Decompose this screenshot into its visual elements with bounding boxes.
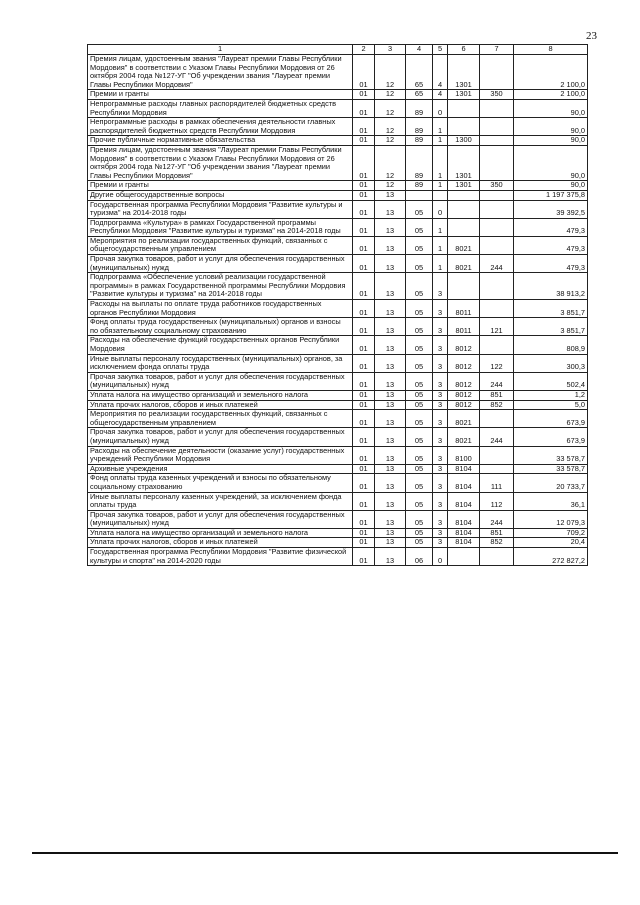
row-amount: 90,0 [514, 181, 588, 191]
code-direction: 1301 [448, 55, 480, 90]
table-row [88, 200, 588, 218]
code-program: 89 [406, 118, 433, 136]
code-section: 01 [353, 528, 375, 538]
code-subprogram: 3 [433, 300, 448, 318]
row-name: Иные выплаты персоналу государственных (муниципальных) органов, за исключением фонда оплаты труда [88, 354, 353, 372]
code-expense-type [480, 218, 514, 236]
code-subprogram: 3 [433, 390, 448, 400]
code-subprogram: 1 [433, 218, 448, 236]
code-expense-type: 111 [480, 474, 514, 492]
code-direction: 8012 [448, 400, 480, 410]
column-header: 3 [375, 45, 406, 55]
code-section: 01 [353, 255, 375, 273]
code-expense-type [480, 410, 514, 428]
code-section: 01 [353, 410, 375, 428]
code-section: 01 [353, 236, 375, 254]
code-subsection: 13 [375, 190, 406, 200]
row-name: Непрограммные расходы главных распорядителей бюджетных средств Республики Мордовия [88, 99, 353, 117]
column-header: 5 [433, 45, 448, 55]
row-name: Уплата налога на имущество организаций и земельного налога [88, 528, 353, 538]
table-row [88, 510, 588, 528]
table-row [88, 372, 588, 390]
code-expense-type: 121 [480, 318, 514, 336]
row-name: Мероприятия по реализации государственных функций, связанных с общегосударственным управлением [88, 410, 353, 428]
code-direction [448, 190, 480, 200]
row-amount: 1 197 375,8 [514, 190, 588, 200]
code-section: 01 [353, 464, 375, 474]
table-row [88, 218, 588, 236]
code-subsection: 13 [375, 300, 406, 318]
code-subsection: 13 [375, 410, 406, 428]
code-subsection: 12 [375, 55, 406, 90]
code-section: 01 [353, 300, 375, 318]
table-row [88, 300, 588, 318]
code-program: 89 [406, 145, 433, 180]
code-subprogram: 3 [433, 318, 448, 336]
row-name: Прочая закупка товаров, работ и услуг для обеспечения государственных (муниципальных) нужд [88, 428, 353, 446]
code-subprogram: 0 [433, 200, 448, 218]
row-amount: 90,0 [514, 99, 588, 117]
table-row [88, 90, 588, 100]
code-expense-type: 112 [480, 492, 514, 510]
code-direction: 8011 [448, 318, 480, 336]
code-program: 05 [406, 273, 433, 300]
table-row [88, 410, 588, 428]
table-row [88, 145, 588, 180]
code-expense-type: 244 [480, 372, 514, 390]
code-direction: 1301 [448, 181, 480, 191]
row-name: Подпрограмма «Культура» в рамках Государственной программы Республики Мордовия "Развитие культуры и туризма" на 2014-2018 годы [88, 218, 353, 236]
row-amount: 479,3 [514, 236, 588, 254]
code-program: 05 [406, 464, 433, 474]
row-amount: 33 578,7 [514, 446, 588, 464]
code-direction: 8012 [448, 390, 480, 400]
table-row [88, 474, 588, 492]
code-direction: 8104 [448, 538, 480, 548]
code-subsection: 13 [375, 218, 406, 236]
code-subprogram: 1 [433, 181, 448, 191]
bottom-rule [32, 852, 618, 854]
code-expense-type [480, 145, 514, 180]
code-subsection: 13 [375, 492, 406, 510]
code-subprogram: 3 [433, 464, 448, 474]
table-row [88, 318, 588, 336]
code-direction: 1301 [448, 145, 480, 180]
code-subsection: 13 [375, 464, 406, 474]
code-expense-type [480, 55, 514, 90]
code-section: 01 [353, 181, 375, 191]
table-row [88, 273, 588, 300]
code-subprogram: 3 [433, 336, 448, 354]
code-expense-type: 851 [480, 390, 514, 400]
table-header-row [88, 45, 588, 55]
row-name: Премия лицам, удостоенным звания "Лауреат премии Главы Республики Мордовия" в соответствии с Указом Главы Республики Мордовия от 26 октября 2004 года №127-УГ "Об учреждении звания "Лауреат премии Главы Республики Мордовия" [88, 145, 353, 180]
code-expense-type [480, 136, 514, 146]
code-direction: 8021 [448, 428, 480, 446]
row-amount: 90,0 [514, 145, 588, 180]
code-section: 01 [353, 318, 375, 336]
code-expense-type: 852 [480, 400, 514, 410]
column-header: 2 [353, 45, 375, 55]
code-section: 01 [353, 336, 375, 354]
code-direction: 8104 [448, 528, 480, 538]
code-expense-type: 350 [480, 90, 514, 100]
code-subprogram: 3 [433, 474, 448, 492]
code-subsection: 13 [375, 318, 406, 336]
code-expense-type: 852 [480, 538, 514, 548]
code-section: 01 [353, 428, 375, 446]
row-name: Прочая закупка товаров, работ и услуг для обеспечения государственных (муниципальных) нужд [88, 255, 353, 273]
table-row [88, 136, 588, 146]
code-subprogram: 3 [433, 510, 448, 528]
code-program [406, 190, 433, 200]
row-name: Государственная программа Республики Мордовия "Развитие культуры и туризма" на 2014-2018 годы [88, 200, 353, 218]
row-name: Фонд оплаты труда государственных (муниципальных) органов и взносы по обязательному социальному страхованию [88, 318, 353, 336]
code-subsection: 13 [375, 372, 406, 390]
code-subsection: 13 [375, 390, 406, 400]
row-amount: 808,9 [514, 336, 588, 354]
code-section: 01 [353, 136, 375, 146]
row-amount: 673,9 [514, 428, 588, 446]
code-program: 05 [406, 446, 433, 464]
row-amount: 20,4 [514, 538, 588, 548]
code-program: 05 [406, 510, 433, 528]
row-amount: 2 100,0 [514, 55, 588, 90]
column-header: 7 [480, 45, 514, 55]
code-expense-type: 350 [480, 181, 514, 191]
code-expense-type: 244 [480, 428, 514, 446]
code-direction [448, 99, 480, 117]
row-amount: 300,3 [514, 354, 588, 372]
code-subsection: 13 [375, 336, 406, 354]
code-subsection: 12 [375, 181, 406, 191]
code-expense-type [480, 464, 514, 474]
row-amount: 5,0 [514, 400, 588, 410]
code-subprogram: 1 [433, 236, 448, 254]
code-program: 05 [406, 528, 433, 538]
table-row [88, 99, 588, 117]
row-amount: 90,0 [514, 118, 588, 136]
table-row [88, 446, 588, 464]
code-direction: 1300 [448, 136, 480, 146]
code-section: 01 [353, 273, 375, 300]
code-direction: 8012 [448, 372, 480, 390]
code-section: 01 [353, 145, 375, 180]
row-name: Прочие публичные нормативные обязательства [88, 136, 353, 146]
code-program: 05 [406, 200, 433, 218]
code-expense-type: 244 [480, 255, 514, 273]
code-subsection: 13 [375, 548, 406, 566]
row-amount: 12 079,3 [514, 510, 588, 528]
code-section: 01 [353, 446, 375, 464]
row-name: Архивные учреждения [88, 464, 353, 474]
code-expense-type [480, 336, 514, 354]
table-body [88, 55, 588, 566]
code-direction [448, 218, 480, 236]
code-subprogram [433, 190, 448, 200]
code-program: 06 [406, 548, 433, 566]
column-header: 8 [514, 45, 588, 55]
code-program: 05 [406, 428, 433, 446]
code-expense-type [480, 300, 514, 318]
code-subprogram: 4 [433, 90, 448, 100]
code-program: 05 [406, 336, 433, 354]
row-name: Премии и гранты [88, 90, 353, 100]
code-subprogram: 0 [433, 548, 448, 566]
code-subsection: 13 [375, 528, 406, 538]
code-direction: 8104 [448, 474, 480, 492]
code-direction: 8021 [448, 255, 480, 273]
code-expense-type [480, 190, 514, 200]
row-amount: 479,3 [514, 255, 588, 273]
code-program: 05 [406, 236, 433, 254]
code-section: 01 [353, 492, 375, 510]
code-subsection: 12 [375, 136, 406, 146]
code-program: 05 [406, 410, 433, 428]
table-row [88, 255, 588, 273]
code-subprogram: 3 [433, 410, 448, 428]
row-amount: 1,2 [514, 390, 588, 400]
code-subsection: 13 [375, 474, 406, 492]
code-subprogram: 3 [433, 372, 448, 390]
table-row [88, 492, 588, 510]
row-name: Фонд оплаты труда казенных учреждений и взносы по обязательному социальному страхованию [88, 474, 353, 492]
code-program: 05 [406, 354, 433, 372]
code-section: 01 [353, 55, 375, 90]
code-direction: 8012 [448, 336, 480, 354]
code-subsection: 12 [375, 90, 406, 100]
code-subprogram: 1 [433, 255, 448, 273]
code-expense-type [480, 118, 514, 136]
code-subsection: 13 [375, 446, 406, 464]
code-subsection: 13 [375, 400, 406, 410]
row-amount: 3 851,7 [514, 300, 588, 318]
code-program: 65 [406, 90, 433, 100]
row-name: Расходы на выплаты по оплате труда работников государственных органов Республики Мордовия [88, 300, 353, 318]
code-program: 05 [406, 400, 433, 410]
code-program: 89 [406, 136, 433, 146]
row-amount: 20 733,7 [514, 474, 588, 492]
row-name: Премия лицам, удостоенным звания "Лауреат премии Главы Республики Мордовия" в соответствии с Указом Главы Республики Мордовия от 26 октября 2004 года №127-УГ "Об учреждении звания "Лауреат премии Главы Республики Мордовия" [88, 55, 353, 90]
code-direction: 8104 [448, 510, 480, 528]
table-row [88, 548, 588, 566]
code-subsection: 13 [375, 354, 406, 372]
code-section: 01 [353, 510, 375, 528]
code-subprogram: 3 [433, 446, 448, 464]
code-section: 01 [353, 218, 375, 236]
code-section: 01 [353, 474, 375, 492]
page-number: 23 [586, 30, 597, 42]
code-direction [448, 200, 480, 218]
table-row [88, 190, 588, 200]
code-subprogram: 4 [433, 55, 448, 90]
code-subprogram: 3 [433, 400, 448, 410]
code-subprogram: 0 [433, 99, 448, 117]
table-row [88, 528, 588, 538]
code-program: 05 [406, 372, 433, 390]
code-subsection: 13 [375, 538, 406, 548]
column-header: 1 [88, 45, 353, 55]
code-direction: 8012 [448, 354, 480, 372]
code-subprogram: 3 [433, 528, 448, 538]
table-row [88, 390, 588, 400]
code-subprogram: 3 [433, 428, 448, 446]
table-row [88, 538, 588, 548]
code-expense-type [480, 548, 514, 566]
table-row [88, 428, 588, 446]
row-name: Уплата прочих налогов, сборов и иных платежей [88, 400, 353, 410]
code-expense-type [480, 236, 514, 254]
code-direction: 1301 [448, 90, 480, 100]
row-name: Непрограммные расходы в рамках обеспечения деятельности главных распорядителей бюджетных средств Республики Мордовия [88, 118, 353, 136]
code-expense-type: 244 [480, 510, 514, 528]
code-expense-type [480, 200, 514, 218]
table-row [88, 464, 588, 474]
table-row [88, 181, 588, 191]
code-subsection: 13 [375, 255, 406, 273]
code-direction: 8100 [448, 446, 480, 464]
code-program: 05 [406, 255, 433, 273]
row-name: Прочая закупка товаров, работ и услуг для обеспечения государственных (муниципальных) нужд [88, 372, 353, 390]
code-expense-type [480, 446, 514, 464]
row-name: Расходы на обеспечение деятельности (оказание услуг) государственных учреждений Республики Мордовия [88, 446, 353, 464]
code-subsection: 13 [375, 200, 406, 218]
code-section: 01 [353, 99, 375, 117]
code-program: 05 [406, 318, 433, 336]
row-amount: 38 913,2 [514, 273, 588, 300]
row-amount: 3 851,7 [514, 318, 588, 336]
row-name: Уплата прочих налогов, сборов и иных платежей [88, 538, 353, 548]
code-subprogram: 3 [433, 538, 448, 548]
code-section: 01 [353, 372, 375, 390]
code-direction: 8011 [448, 300, 480, 318]
code-expense-type: 851 [480, 528, 514, 538]
table-row [88, 400, 588, 410]
row-name: Премии и гранты [88, 181, 353, 191]
row-name: Мероприятия по реализации государственных функций, связанных с общегосударственным управлением [88, 236, 353, 254]
code-program: 05 [406, 300, 433, 318]
row-name: Другие общегосударственные вопросы [88, 190, 353, 200]
code-subprogram: 3 [433, 492, 448, 510]
table-row [88, 118, 588, 136]
row-amount: 33 578,7 [514, 464, 588, 474]
row-amount: 673,9 [514, 410, 588, 428]
code-program: 05 [406, 218, 433, 236]
code-section: 01 [353, 538, 375, 548]
row-amount: 709,2 [514, 528, 588, 538]
code-program: 05 [406, 538, 433, 548]
code-subsection: 13 [375, 428, 406, 446]
row-amount: 39 392,5 [514, 200, 588, 218]
code-subsection: 12 [375, 99, 406, 117]
row-name: Прочая закупка товаров, работ и услуг для обеспечения государственных (муниципальных) нужд [88, 510, 353, 528]
row-amount: 502,4 [514, 372, 588, 390]
code-direction [448, 548, 480, 566]
code-subprogram: 1 [433, 145, 448, 180]
code-section: 01 [353, 190, 375, 200]
code-section: 01 [353, 200, 375, 218]
code-subprogram: 1 [433, 136, 448, 146]
code-section: 01 [353, 118, 375, 136]
code-subsection: 13 [375, 510, 406, 528]
row-name: Уплата налога на имущество организаций и земельного налога [88, 390, 353, 400]
row-amount: 479,3 [514, 218, 588, 236]
row-name: Государственная программа Республики Мордовия "Развитие физической культуры и спорта" на 2014-2020 годы [88, 548, 353, 566]
code-subprogram: 3 [433, 354, 448, 372]
table-row [88, 55, 588, 90]
row-name: Иные выплаты персоналу казенных учреждений, за исключением фонда оплаты труда [88, 492, 353, 510]
row-amount: 2 100,0 [514, 90, 588, 100]
code-direction [448, 118, 480, 136]
code-section: 01 [353, 400, 375, 410]
code-direction: 8104 [448, 464, 480, 474]
code-section: 01 [353, 90, 375, 100]
column-header: 4 [406, 45, 433, 55]
budget-table [87, 44, 588, 566]
code-expense-type: 122 [480, 354, 514, 372]
code-program: 05 [406, 474, 433, 492]
code-subprogram: 1 [433, 118, 448, 136]
row-amount: 90,0 [514, 136, 588, 146]
row-name: Подпрограмма «Обеспечение условий реализации государственной программы» в рамках Государственной программы Республики Мордовия "Развитие культуры и туризма" на 2014-2018 годы [88, 273, 353, 300]
code-program: 65 [406, 55, 433, 90]
code-expense-type [480, 99, 514, 117]
table-row [88, 336, 588, 354]
code-subsection: 13 [375, 273, 406, 300]
code-subsection: 13 [375, 236, 406, 254]
code-program: 05 [406, 390, 433, 400]
code-direction: 8021 [448, 410, 480, 428]
code-subprogram: 3 [433, 273, 448, 300]
table-row [88, 236, 588, 254]
code-program: 89 [406, 99, 433, 117]
column-header: 6 [448, 45, 480, 55]
code-direction [448, 273, 480, 300]
code-subsection: 12 [375, 145, 406, 180]
code-program: 89 [406, 181, 433, 191]
code-section: 01 [353, 548, 375, 566]
code-program: 05 [406, 492, 433, 510]
row-amount: 36,1 [514, 492, 588, 510]
code-section: 01 [353, 354, 375, 372]
row-name: Расходы на обеспечение функций государственных органов Республики Мордовия [88, 336, 353, 354]
code-section: 01 [353, 390, 375, 400]
row-amount: 272 827,2 [514, 548, 588, 566]
code-subsection: 12 [375, 118, 406, 136]
table-row [88, 354, 588, 372]
code-expense-type [480, 273, 514, 300]
code-direction: 8021 [448, 236, 480, 254]
code-direction: 8104 [448, 492, 480, 510]
